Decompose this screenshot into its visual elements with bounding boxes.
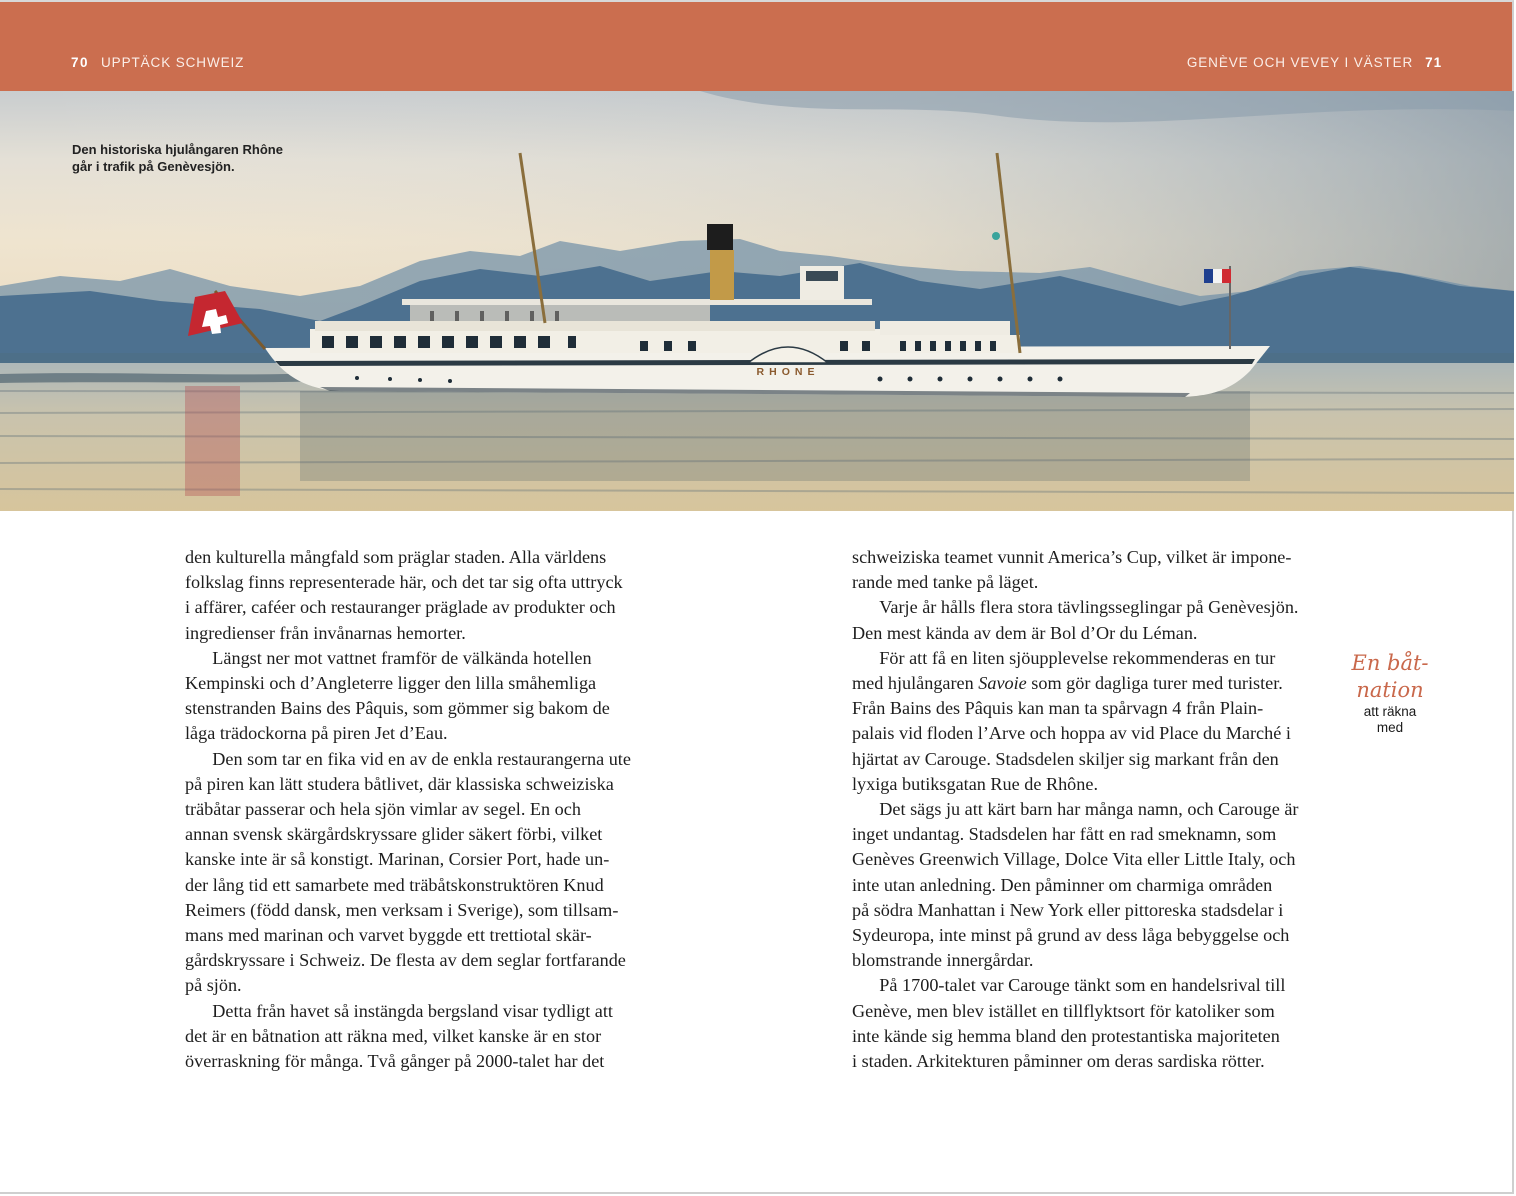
text-line: den kulturella mångfald som präglar staden. Alla världens — [185, 547, 607, 567]
text-line: träbåtar passerar och hela sjön vimlar av segel. En och — [185, 799, 581, 820]
pull-quote-sans-line: att räkna — [1363, 704, 1417, 719]
right-column-text — [852, 545, 1332, 1074]
text-line: Genèves Greenwich Village, Dolce Vita eller Little Italy, och — [852, 849, 1296, 870]
page-number-left: 70 — [71, 55, 90, 70]
text-line: Genève, men blev istället en tillflyktsort för katoliker som — [852, 1000, 1275, 1021]
text-line: på piren kan lätt studera båtlivet, där klassiska schweiziska — [185, 773, 614, 794]
text-line: stenstranden Bains des Pâquis, som gömmer sig bakom de — [185, 698, 610, 719]
left-column-text — [185, 545, 661, 1074]
text-line: låga trädockorna på piren Jet d’Eau. — [185, 723, 448, 744]
text-line: lyxiga butiksgatan Rue de Rhône. — [852, 773, 1098, 794]
text-line: gårdskryssare i Schweiz. De flesta av dem seglar fortfarande — [185, 950, 626, 971]
pull-quote-script-line: En båt- — [1351, 651, 1429, 675]
header-band — [0, 2, 1512, 91]
text-line: folkslag finns representerade här, och det tar sig ofta uttryck — [185, 572, 623, 593]
text-line: Den mest kända av dem är Bol d’Or du Léman. — [852, 622, 1198, 643]
text-line: det är en båtnation att räkna med, vilket kanske är en stor — [185, 1025, 602, 1046]
section-title-left: UPPTÄCK SCHWEIZ — [101, 55, 245, 70]
text-line: kanske inte är så konstigt. Marinan, Corsier Port, hade un- — [185, 849, 610, 870]
text-line: inte utan anledning. Den påminner om charmiga områden — [852, 874, 1273, 895]
text-line: annan svensk skärgårdskryssare glider säkert förbi, vilket — [185, 824, 603, 845]
running-head-right — [1187, 55, 1442, 70]
text-line: på sjön. — [185, 975, 242, 996]
text-line: Detta från havet så instängda bergsland visar tydligt att — [212, 1000, 613, 1021]
text-line: schweiziska teamet vunnit America’s Cup, vilket är impone- — [852, 547, 1292, 567]
text-line: överraskning för många. Två gånger på 2000-talet har det — [185, 1051, 605, 1072]
text-line: inget undantag. Stadsdelen har fått en rad smeknamn, som — [852, 824, 1277, 845]
caption-line: Den historiska hjulångaren Rhône — [72, 142, 283, 157]
text-line: i staden. Arkitekturen påminner om deras sardiska rötter. — [852, 1051, 1265, 1072]
running-head-left — [71, 55, 244, 70]
text-line: På 1700-talet var Carouge tänkt som en handelsrival till — [879, 975, 1286, 996]
pull-quote — [1338, 650, 1442, 736]
text-line: på södra Manhattan i New York eller pittoreska stadsdelar i — [852, 899, 1284, 920]
text-line: Den som tar en fika vid en av de enkla restaurangerna ute — [212, 748, 631, 769]
text-line: Längst ner mot vattnet framför de välkända hotellen — [212, 647, 592, 668]
text-line: Reimers (född dansk, men verksam i Sverige), som tillsam- — [185, 899, 619, 920]
text-line: blomstrande innergårdar. — [852, 950, 1034, 971]
text-line: rande med tanke på läget. — [852, 572, 1039, 593]
text-line: der lång tid ett samarbete med träbåtskonstruktören Knud — [185, 874, 604, 895]
pull-quote-script-line: nation — [1356, 678, 1424, 702]
text-line: i affärer, caféer och restauranger präglade av produkter och — [185, 597, 616, 618]
page-number-right: 71 — [1425, 55, 1442, 70]
text-line: Från Bains des Pâquis kan man ta spårvagn 4 från Plain- — [852, 698, 1264, 719]
photo-caption — [72, 141, 332, 175]
text-line: Sydeuropa, inte minst på grund av dess låga bebyggelse och — [852, 925, 1290, 946]
text-segment: med hjulångaren — [852, 673, 979, 694]
text-line: Varje år hålls flera stora tävlingsseglingar på Genèvesjön. — [879, 597, 1299, 618]
text-line: För att få en liten sjöupplevelse rekommenderas en tur — [879, 647, 1276, 668]
ship-name-lettering: RHONE — [756, 366, 820, 378]
text-line: ingredienser från invånarnas hemorter. — [185, 622, 466, 643]
text-line: hjärtat av Carouge. Stadsdelen skiljer sig markant från den — [852, 748, 1279, 769]
text-line: Det sägs ju att kärt barn har många namn, och Carouge är — [879, 799, 1299, 820]
text-line: inte kände sig hemma bland den protestantiska majoriteten — [852, 1025, 1280, 1046]
text-line: Kempinski och d’Angleterre ligger den lilla småhemliga — [185, 673, 597, 694]
text-line: mans med marinan och varvet byggde ett trettiotal skär- — [185, 925, 592, 946]
section-title-right: GENÈVE OCH VEVEY I VÄSTER — [1186, 55, 1414, 70]
text-line: palais vid floden l’Arve och hoppa av vid Place du Marché i — [852, 723, 1291, 744]
text-line-with-italic — [852, 671, 1332, 696]
text-segment: som gör dagliga turer med turister. — [1026, 673, 1283, 694]
italic-ship-name: Savoie — [978, 673, 1027, 694]
caption-line: går i trafik på Genèvesjön. — [72, 159, 235, 174]
pull-quote-sans-line: med — [1376, 720, 1404, 735]
